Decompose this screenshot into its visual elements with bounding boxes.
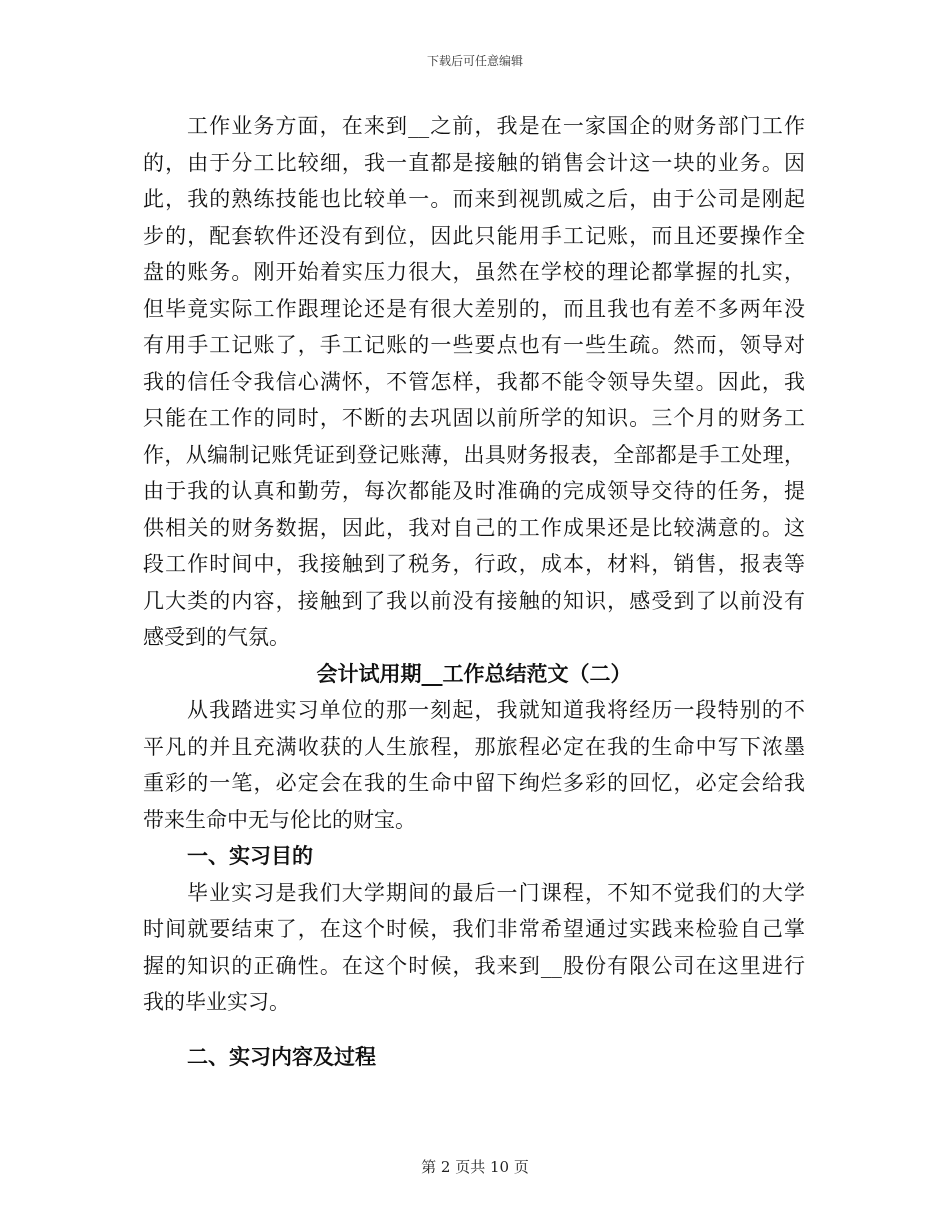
paragraph-line: 重彩的一笔，必定会在我的生命中留下绚烂多彩的回忆，必定会给我 <box>143 771 805 795</box>
paragraph-line: 但毕竟实际工作跟理论还是有很大差别的，而且我也有差不多两年没 <box>143 296 805 321</box>
paragraph-line: 握的知识的正确性。在这个时候，我来到__股份有限公司在这里进行 <box>143 953 805 978</box>
document-body <box>143 108 805 1075</box>
paragraph-line: 我的信任令我信心满怀，不管怎样，我都不能令领导失望。因此，我 <box>143 369 805 394</box>
paragraph-line: 几大类的内容，接触到了我以前没有接触的知识，感受到了以前没有 <box>143 588 805 613</box>
paragraph-line: 我的毕业实习。 <box>143 990 290 1014</box>
paragraph-line: 毕业实习是我们大学期间的最后一门课程，不知不觉我们的大学 <box>187 880 805 905</box>
paragraph-line: 有用手工记账了，手工记账的一些要点也有一些生疏。然而，领导对 <box>143 333 805 357</box>
paragraph-line: 此，我的熟练技能也比较单一。而来到视凯威之后，由于公司是刚起 <box>143 187 805 211</box>
heading-internship-content: 二、实习内容及过程 <box>187 1043 376 1069</box>
page-footer: 第 2 页共 10 页 <box>421 1158 529 1176</box>
paragraph-line: 工作业务方面，在来到__之前，我是在一家国企的财务部门工作 <box>187 114 805 138</box>
paragraph-line: 盘的账务。刚开始着实压力很大，虽然在学校的理论都掌握的扎实， <box>143 260 805 284</box>
page-header: 下载后可任意编辑 <box>426 54 523 68</box>
spacer <box>143 1021 805 1039</box>
paragraph-line: 步的，配套软件还没有到位，因此只能用手工记账，而且还要操作全 <box>143 223 805 248</box>
paragraph-line: 作，从编制记账凭证到登记账薄，出具财务报表，全部都是手工处理， <box>143 442 805 467</box>
paragraph-line: 供相关的财务数据，因此，我对自己的工作成果还是比较满意的。这 <box>143 515 805 540</box>
paragraph-line: 只能在工作的同时，不断的去巩固以前所学的知识。三个月的财务工 <box>143 406 805 430</box>
paragraph-line: 感受到的气氛。 <box>143 625 290 649</box>
paragraph-line: 从我踏进实习单位的那一刻起，我就知道我将经历一段特别的不 <box>187 698 805 722</box>
paragraph-line: 时间就要结束了，在这个时候，我们非常希望通过实践来检验自己掌 <box>143 917 805 941</box>
paragraph-line: 平凡的并且充满收获的人生旅程，那旅程必定在我的生命中写下浓墨 <box>143 734 805 759</box>
heading-internship-purpose: 一、实习目的 <box>187 843 313 868</box>
paragraph-line: 的，由于分工比较细，我一直都是接触的销售会计这一块的业务。因 <box>143 150 805 175</box>
paragraph-line: 由于我的认真和勤劳，每次都能及时准确的完成领导交待的任务，提 <box>143 479 805 503</box>
paragraph-line: 段工作时间中，我接触到了税务，行政，成本，材料，销售，报表等 <box>143 552 805 576</box>
section-title: 会计试用期__工作总结范文（二） <box>316 660 632 686</box>
paragraph-line: 带来生命中无与伦比的财宝。 <box>143 807 416 832</box>
